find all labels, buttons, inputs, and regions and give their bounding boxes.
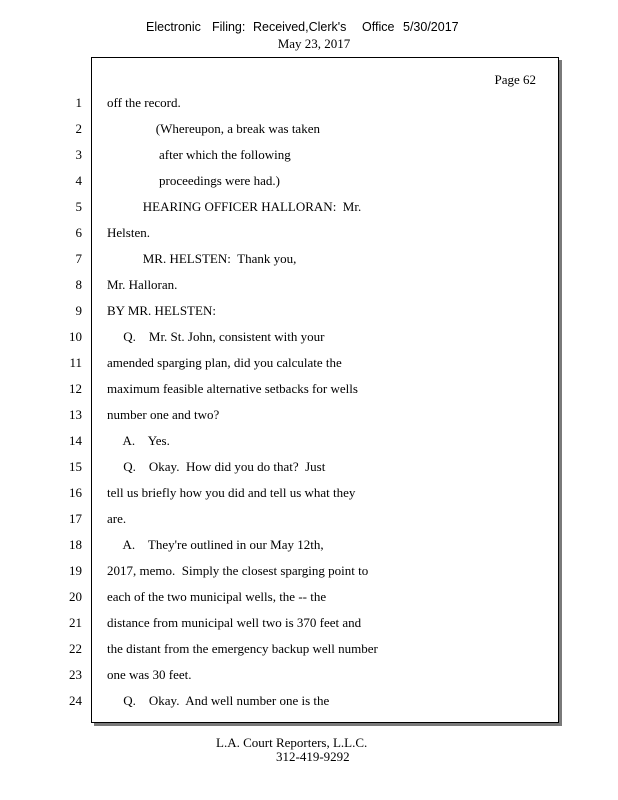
line-number: 6 (75, 225, 82, 240)
line-number: 10 (69, 329, 82, 344)
line-number: 11 (69, 355, 82, 370)
line-text: Helsten. (107, 225, 150, 240)
transcript-line (0, 303, 618, 323)
line-number: 20 (69, 589, 82, 604)
line-number: 9 (75, 303, 82, 318)
line-text: BY MR. HELSTEN: (107, 303, 216, 318)
transcript-line (0, 511, 618, 531)
filing-stamp-date: 5/30/2017 (403, 20, 459, 34)
line-text: 2017, memo. Simply the closest sparging point to (107, 563, 369, 578)
transcript-line (0, 667, 618, 687)
transcript-line (0, 277, 618, 297)
line-number: 1 (75, 95, 82, 110)
line-text: A. Yes. (107, 433, 170, 448)
transcript-line (0, 121, 618, 141)
line-number: 16 (69, 485, 82, 500)
transcript-line (0, 225, 618, 245)
line-number: 12 (69, 381, 82, 396)
line-text: (Whereupon, a break was taken (107, 121, 320, 136)
line-number: 14 (69, 433, 82, 448)
transcript-line (0, 589, 618, 609)
line-text: Mr. Halloran. (107, 277, 178, 292)
line-number: 4 (75, 173, 82, 188)
line-text: are. (107, 511, 127, 526)
transcript-line (0, 355, 618, 375)
line-number: 3 (75, 147, 82, 162)
line-number: 23 (69, 667, 82, 682)
line-text: number one and two? (107, 407, 220, 422)
filing-stamp-filing: Filing: (212, 20, 246, 34)
line-text: proceedings were had.) (107, 173, 280, 188)
line-number: 13 (69, 407, 82, 422)
line-number: 22 (69, 641, 82, 656)
line-text: Q. Okay. How did you do that? Just (107, 459, 326, 474)
transcript-line (0, 329, 618, 349)
line-number: 5 (75, 199, 82, 214)
line-number: 21 (69, 615, 82, 630)
transcript-line (0, 459, 618, 479)
line-text: off the record. (107, 95, 181, 110)
line-text: HEARING OFFICER HALLORAN: Mr. (107, 199, 362, 214)
transcript-line (0, 95, 618, 115)
footer-company: L.A. Court Reporters, L.L.C. (216, 735, 368, 750)
line-number: 8 (75, 277, 82, 292)
document-date-row (0, 36, 618, 51)
line-text: after which the following (107, 147, 291, 162)
transcript-line (0, 615, 618, 635)
filing-stamp-office: Office (362, 20, 395, 34)
line-text: the distant from the emergency backup well number (107, 641, 378, 656)
transcript-line (0, 563, 618, 583)
transcript-line (0, 433, 618, 453)
line-number: 19 (69, 563, 82, 578)
line-text: A. They're outlined in our May 12th, (107, 537, 324, 552)
document-date: May 23, 2017 (277, 36, 351, 51)
transcript-line (0, 147, 618, 167)
line-text: each of the two municipal wells, the -- the (107, 589, 327, 604)
page-number: Page 62 (494, 72, 536, 87)
footer-phone: 312-419-9292 (276, 749, 350, 764)
transcript-line (0, 641, 618, 661)
line-text: distance from municipal well two is 370 feet and (107, 615, 362, 630)
line-number: 15 (69, 459, 82, 474)
filing-stamp-received: Received,Clerk's (253, 20, 347, 34)
line-text: Q. Mr. St. John, consistent with your (107, 329, 325, 344)
line-text: amended sparging plan, did you calculate the (107, 355, 342, 370)
line-text: Q. Okay. And well number one is the (107, 693, 330, 708)
transcript-line (0, 537, 618, 557)
line-number: 18 (69, 537, 82, 552)
transcript-line (0, 199, 618, 219)
line-text: MR. HELSTEN: Thank you, (107, 251, 297, 266)
line-number: 24 (69, 693, 82, 708)
transcript-line (0, 485, 618, 505)
line-text: tell us briefly how you did and tell us what they (107, 485, 356, 500)
transcript-line (0, 251, 618, 271)
line-text: one was 30 feet. (107, 667, 192, 682)
line-text: maximum feasible alternative setbacks for wells (107, 381, 358, 396)
transcript-line (0, 693, 618, 713)
line-number: 17 (69, 511, 82, 526)
transcript-line (0, 173, 618, 193)
line-number: 7 (75, 251, 82, 266)
transcript-line (0, 407, 618, 427)
line-number: 2 (75, 121, 82, 136)
transcript-line (0, 381, 618, 401)
filing-stamp-electronic: Electronic (146, 20, 201, 34)
